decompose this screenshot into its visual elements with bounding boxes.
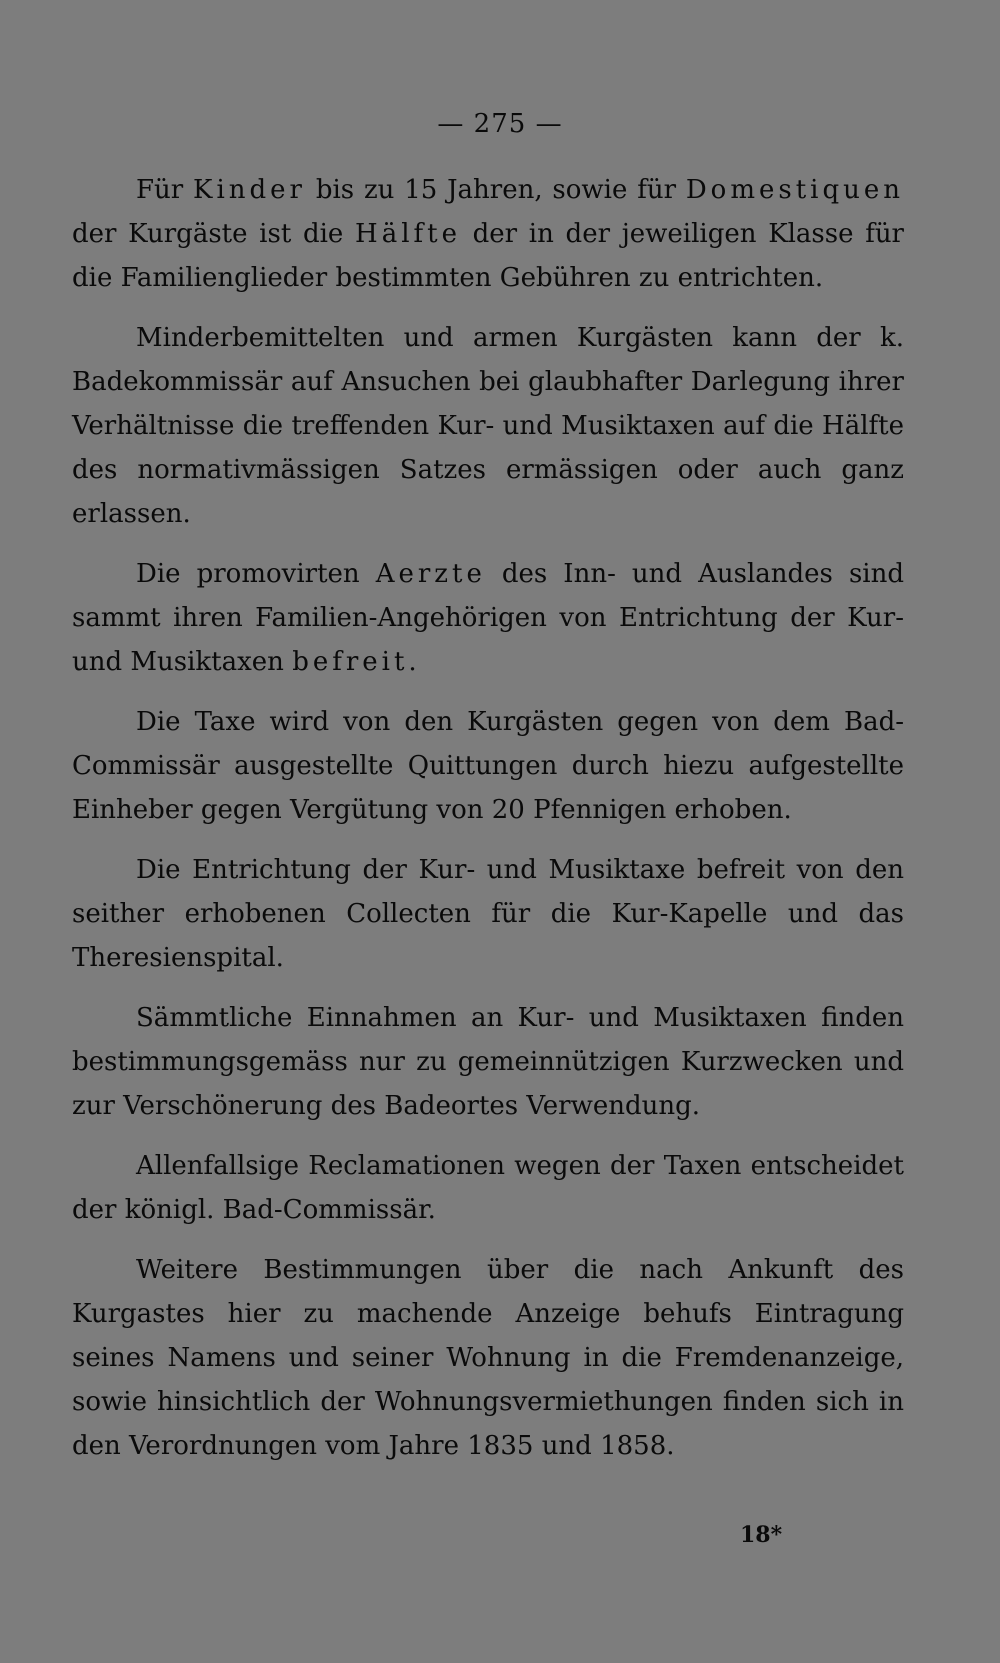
paragraph-text: Die Entrichtung der Kur- und Musiktaxe befreit von den seither erhobenen Collecten für die Kur-Kapelle und das Theresienspital.: [72, 855, 904, 973]
paragraph-text: der Kurgäste ist die: [72, 219, 356, 249]
paragraph-text: Für: [136, 175, 194, 205]
paragraph-reduced-fees: [72, 316, 904, 536]
paragraph-text: des Inn- und Auslandes sind sammt ihren Familien-Angehörigen von Entrichtung der Kur- und Musiktaxen: [72, 559, 904, 677]
paragraph-text: .: [408, 647, 417, 677]
body-text: [72, 168, 904, 1468]
paragraph-text: der in der jeweiligen Klasse für die Familienglieder bestimmten Gebühren zu entrichten.: [72, 219, 904, 293]
paragraph-tax-collection: [72, 700, 904, 832]
emphasized-text: befreit: [292, 647, 409, 677]
paragraph-text: Weitere Bestimmungen über die nach Ankunft des Kurgastes hier zu machende Anzeige behufs Eintragung seines Namens und seiner Wohnung in die Fremdenanzeige, sowie hinsichtlich der Wohnungsvermiethungen finden sich in den Verordnungen vom Jahre 1835 und 1858.: [72, 1255, 904, 1461]
emphasized-text: Aerzte: [375, 559, 486, 589]
signature-mark: 18*: [740, 1522, 783, 1548]
emphasized-text: Hälfte: [355, 219, 461, 249]
paragraph-collections-exempt: [72, 848, 904, 980]
paragraph-text: Minderbemittelten und armen Kurgästen kann der k. Badekommissär auf Ansuchen bei glaubhafter Darlegung ihrer Verhältnisse die treffenden Kur- und Musiktaxen auf die Hälfte des normativmässigen Satzes ermässigen oder auch ganz erlassen.: [72, 323, 904, 529]
paragraph-further-regulations: [72, 1248, 904, 1468]
paragraph-text: Allenfallsige Reclamationen wegen der Taxen entscheidet der königl. Bad-Commissär.: [72, 1151, 904, 1225]
paragraph-text: Die promovirten: [136, 559, 376, 589]
page-number: — 275 —: [437, 109, 563, 139]
paragraph-text: Die Taxe wird von den Kurgästen gegen von dem Bad-Commissär ausgestellte Quittungen durch hiezu aufgestellte Einheber gegen Vergütung von 20 Pfennigen erhoben.: [72, 707, 904, 825]
emphasized-text: Domestiquen: [685, 175, 904, 205]
emphasized-text: Kinder: [193, 175, 306, 205]
paragraph-children-servants: [72, 168, 904, 300]
paragraph-doctors-exempt: [72, 552, 904, 684]
paragraph-revenue-use: [72, 996, 904, 1128]
paragraph-reclamations: [72, 1144, 904, 1232]
paragraph-text: bis zu 15 Jahren, sowie für: [306, 175, 686, 205]
paragraph-text: Sämmtliche Einnahmen an Kur- und Musiktaxen finden bestimmungsgemäss nur zu gemeinnützigen Kurzwecken und zur Verschönerung des Badeortes Verwendung.: [72, 1003, 904, 1121]
